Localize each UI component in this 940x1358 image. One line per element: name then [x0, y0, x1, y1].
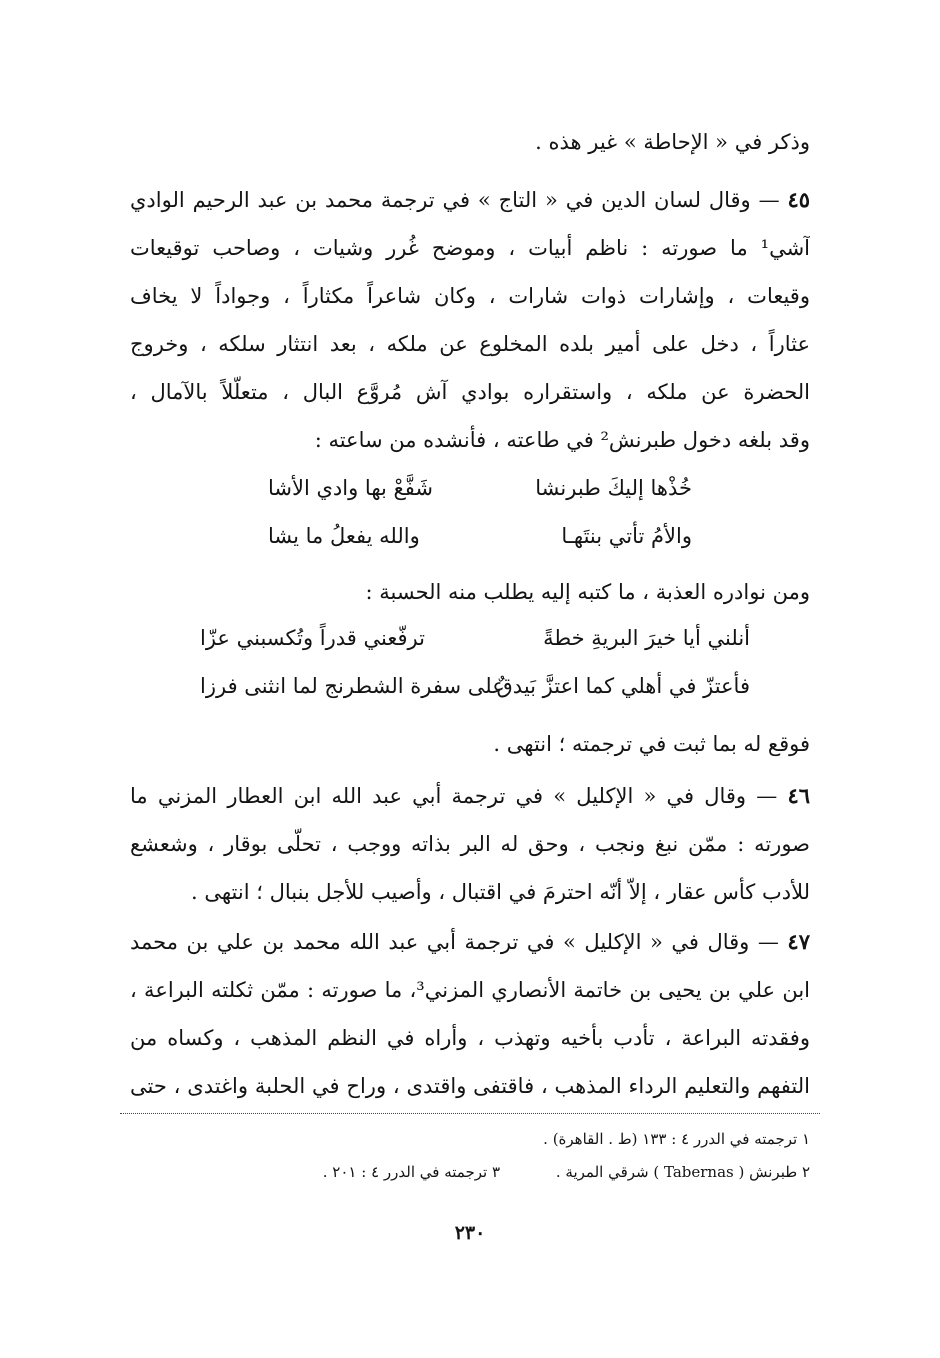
- poem-1-verse-2-first: والأمُ تأتي بنتَهـا: [561, 524, 692, 548]
- entry-47-number: ٤٧: [787, 929, 810, 954]
- entry-47-line-4: التفهم والتعليم الرداء المذهب ، فاقتفى واقتدى ، وراح في الحلبة واغتدى ، حتى: [130, 1074, 810, 1098]
- footnote-3: ٣ ترجمته في الدرر ٤ : ٢٠١ .: [322, 1163, 500, 1181]
- intro-line: وذكر في « الإحاطة » غير هذه .: [535, 130, 810, 154]
- poem-2-verse-1-first: أنلني أيا خيرَ البريةِ خطةً: [543, 626, 750, 650]
- entry-46-line-2: صورته : ممّن نبغ ونجب ، وحق له البر بذاته ووجب ، تحلّى بوقار ، وشعشع: [130, 832, 810, 856]
- entry-47-line-1: [130, 920, 810, 964]
- poem-2-verse-2-first: فأعتزّ في أهلي كما اعتزَّ بَيدقٌ: [496, 674, 750, 698]
- poem-1-verse-1-first: خُذْها إليكَ طبرنشا: [535, 476, 692, 500]
- poem-1-verse-2-second: والله يفعلُ ما يشا: [268, 524, 420, 548]
- entry-47-line-1-text: — وقال في « الإكليل » في ترجمة أبي عبد الله محمد بن علي بن محمد: [130, 930, 779, 954]
- entry-46-line-3: للأدب كأس عقار ، إلاّ أنّه احترمَ في اقتبال ، وأصيب للأجل بنبال ؛ انتهى .: [191, 880, 810, 904]
- entry-45-number: ٤٥: [787, 187, 810, 212]
- entry-46-line-1-text: — وقال في « الإكليل » في ترجمة أبي عبد الله ابن العطار المزني ما: [130, 784, 778, 808]
- entry-45-line-3: وقيعات ، وإشارات ذوات شارات ، وكان شاعراً مكثاراً ، وجواداً لا يخاف: [130, 284, 810, 308]
- entry-45-line-1: [130, 178, 810, 222]
- page-number: ٢٣٠: [454, 1222, 486, 1244]
- poem-1-verse-1-second: شَفَّعْ بها وادي الأشا: [268, 476, 433, 500]
- between-line: ومن نوادره العذبة ، ما كتبه إليه يطلب منه الحسبة :: [365, 580, 810, 604]
- entry-47-line-2: ابن علي بن يحيى بن خاتمة الأنصاري المزني³، ما صورته : ممّن ثكلته البراعة ،: [130, 978, 810, 1002]
- poem-2-verse-2-second: على سفرة الشطرنج لما انثنى فرزا: [200, 674, 505, 698]
- after-poem-line: فوقع له بما ثبت في ترجمته ؛ انتهى .: [493, 732, 810, 756]
- entry-45-line-1-text: — وقال لسان الدين في « التاج » في ترجمة محمد بن عبد الرحيم الوادي: [130, 188, 780, 212]
- entry-45-line-6: وقد بلغه دخول طبرنش² في طاعته ، فأنشده من ساعته :: [314, 428, 810, 452]
- poem-2-verse-1-second: ترفّعني قدراً وتُكسبني عزّا: [200, 626, 425, 650]
- entry-46-number: ٤٦: [787, 783, 810, 808]
- entry-45-line-5: الحضرة عن ملكه ، واستقراره بوادي آش مُروَّع البال ، متعلّلاً بالآمال ،: [130, 380, 810, 404]
- footnote-1: ١ ترجمته في الدرر ٤ : ١٣٣ (ط . القاهرة) .: [543, 1130, 810, 1148]
- footnote-2: ٢ طبرنش ( Tabernas ) شرقي المرية .: [555, 1163, 810, 1181]
- entry-47-line-3: وفقدته البراعة ، تأدب بأخيه وتهذب ، وأراه في النظم المذهب ، وكساه من: [130, 1026, 810, 1050]
- entry-45-line-4: عثاراً ، دخل على أمير بلده المخلوع عن ملكه ، بعد انتثار سلكه ، وخروج: [130, 332, 810, 356]
- entry-46-line-1: [130, 774, 810, 818]
- entry-45-line-2: آشي¹ ما صورته : ناظم أبيات ، وموضح غُرر وشيات ، وصاحب توقيعات: [130, 236, 810, 260]
- footnote-divider: [120, 1113, 820, 1114]
